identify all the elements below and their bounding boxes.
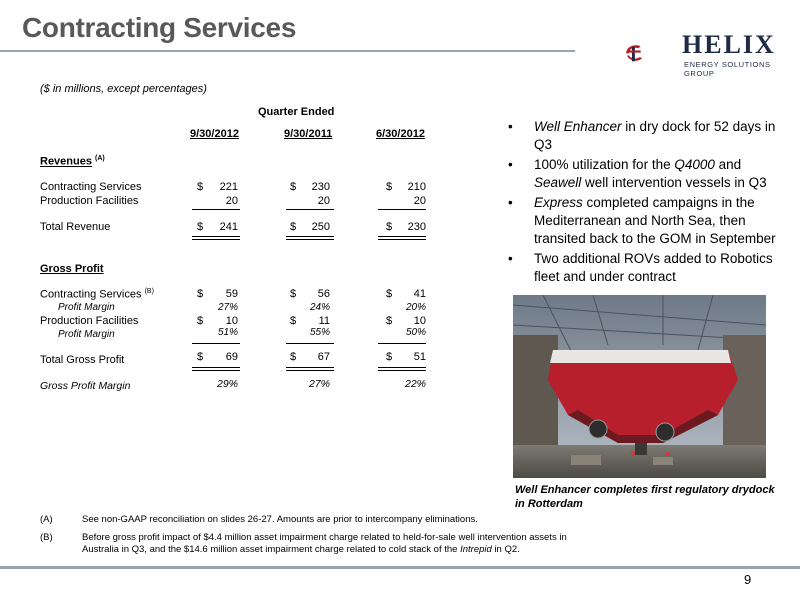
currency-symbol: $ [197,351,204,363]
row-label: Total Gross Profit [40,354,125,366]
cell-value: 250 [311,221,330,233]
currency-symbol: $ [386,315,393,327]
total-rule [286,236,334,237]
row-label: Total Revenue [40,221,111,233]
row-label: Gross Profit Margin [40,380,131,392]
revenues-heading: Revenues $^{(A)}$ [40,155,105,168]
currency-symbol: $ [290,181,297,193]
total-rule [378,367,426,368]
row-label: Production Facilities [40,195,139,207]
page-title: Contracting Services [22,12,297,43]
units-note: ($ in millions, except percentages) [40,83,207,95]
footnote-b: (B) Before gross profit impact of $4.4 million asset impairment charge related to held-for-sale well intervention assets in Australia in Q3, and the $14.6 million asset impairment charge related to cold stack of the Intrepid in Q2. [40,532,567,555]
row-label: Contracting Services $^{(B)}$ [40,288,154,301]
list-item: • Two additional ROVs added to Robotics fleet and under contract [508,251,773,284]
cell-value: 241 [219,221,238,233]
logo-wordmark: HELIX [682,30,776,59]
highlights-list [506,118,776,288]
cell-value: 210 [407,181,426,193]
currency-symbol: $ [386,221,393,233]
currency-symbol: $ [290,221,297,233]
cell-value: 51% [217,327,238,338]
cell-value: 27% [217,302,238,313]
currency-symbol: $ [197,181,204,193]
currency-symbol: $ [386,288,393,300]
cell-value: 24% [309,302,330,313]
cell-value: 69 [225,351,238,363]
cell-value: 20 [413,195,426,207]
total-rule [378,370,426,371]
cell-value: 20% [405,302,426,313]
row-label: Profit Margin [58,302,115,313]
total-rule [192,367,240,368]
row-label: Production Facilities [40,315,139,327]
title-divider [0,50,575,52]
subtotal-rule [378,209,426,210]
photo-caption: Well Enhancer completes first regulatory drydock in Rotterdam [515,484,775,510]
gross-profit-heading: Gross Profit [40,263,104,275]
subtotal-rule [286,343,334,344]
cell-value: 230 [311,181,330,193]
list-item: • 100% utilization for the Q4000 and Seawell well intervention vessels in Q3 [508,157,767,190]
logo-tagline: ENERGY SOLUTIONS GROUP [684,60,771,78]
currency-symbol: $ [197,288,204,300]
row-label: Contracting Services [40,181,142,193]
cell-value: 230 [407,221,426,233]
cell-value: 27% [308,378,330,390]
column-header: 9/30/2012 [190,128,239,140]
total-rule [286,367,334,368]
cell-value: 20 [225,195,238,207]
currency-symbol: $ [197,315,204,327]
subtotal-rule [378,343,426,344]
total-rule [192,370,240,371]
cell-value: 10 [413,315,426,327]
total-rule [192,239,240,240]
footnotes [40,514,600,562]
subtotal-rule [192,343,240,344]
currency-symbol: $ [290,288,297,300]
cell-value: 51 [413,351,426,363]
cell-value: 55% [309,327,330,338]
cell-value: 221 [219,181,238,193]
helix-logo-icon [624,24,682,82]
list-item: • Well Enhancer in dry dock for 52 days in Q3 [508,119,776,152]
row-label: Profit Margin [58,329,115,340]
cell-value: 56 [317,288,330,300]
currency-symbol: $ [386,351,393,363]
page-number: 9 [744,572,752,587]
cell-value: 29% [216,378,238,390]
drydock-photo [513,295,766,478]
subtotal-rule [286,209,334,210]
cell-value: 20 [317,195,330,207]
total-rule [286,239,334,240]
currency-symbol: $ [290,351,297,363]
footnote-a: (A) See non-GAAP reconciliation on slides 26-27. Amounts are prior to intercompany eliminations. [40,514,478,525]
cell-value: 22% [404,378,426,390]
cell-value: 50% [405,327,426,338]
cell-value: 41 [413,288,426,300]
footnote-ref: (A) [95,155,105,162]
currency-symbol: $ [290,315,297,327]
cell-value: 10 [225,315,238,327]
column-header: 6/30/2012 [376,128,425,140]
total-rule [286,370,334,371]
currency-symbol: $ [386,181,393,193]
total-rule [378,236,426,237]
cell-value: 67 [317,351,330,363]
footer-divider [0,566,800,569]
total-rule [378,239,426,240]
subtotal-rule [192,209,240,210]
footnote-ref: (B) [144,288,154,295]
cell-value: 11 [318,315,330,327]
column-header: 9/30/2011 [284,128,333,140]
list-item: • Express completed campaigns in the Mediterranean and North Sea, then transited back to the GOM in September [508,195,776,246]
cell-value: 59 [225,288,238,300]
currency-symbol: $ [197,221,204,233]
group-header: Quarter Ended [258,106,335,118]
total-rule [192,236,240,237]
